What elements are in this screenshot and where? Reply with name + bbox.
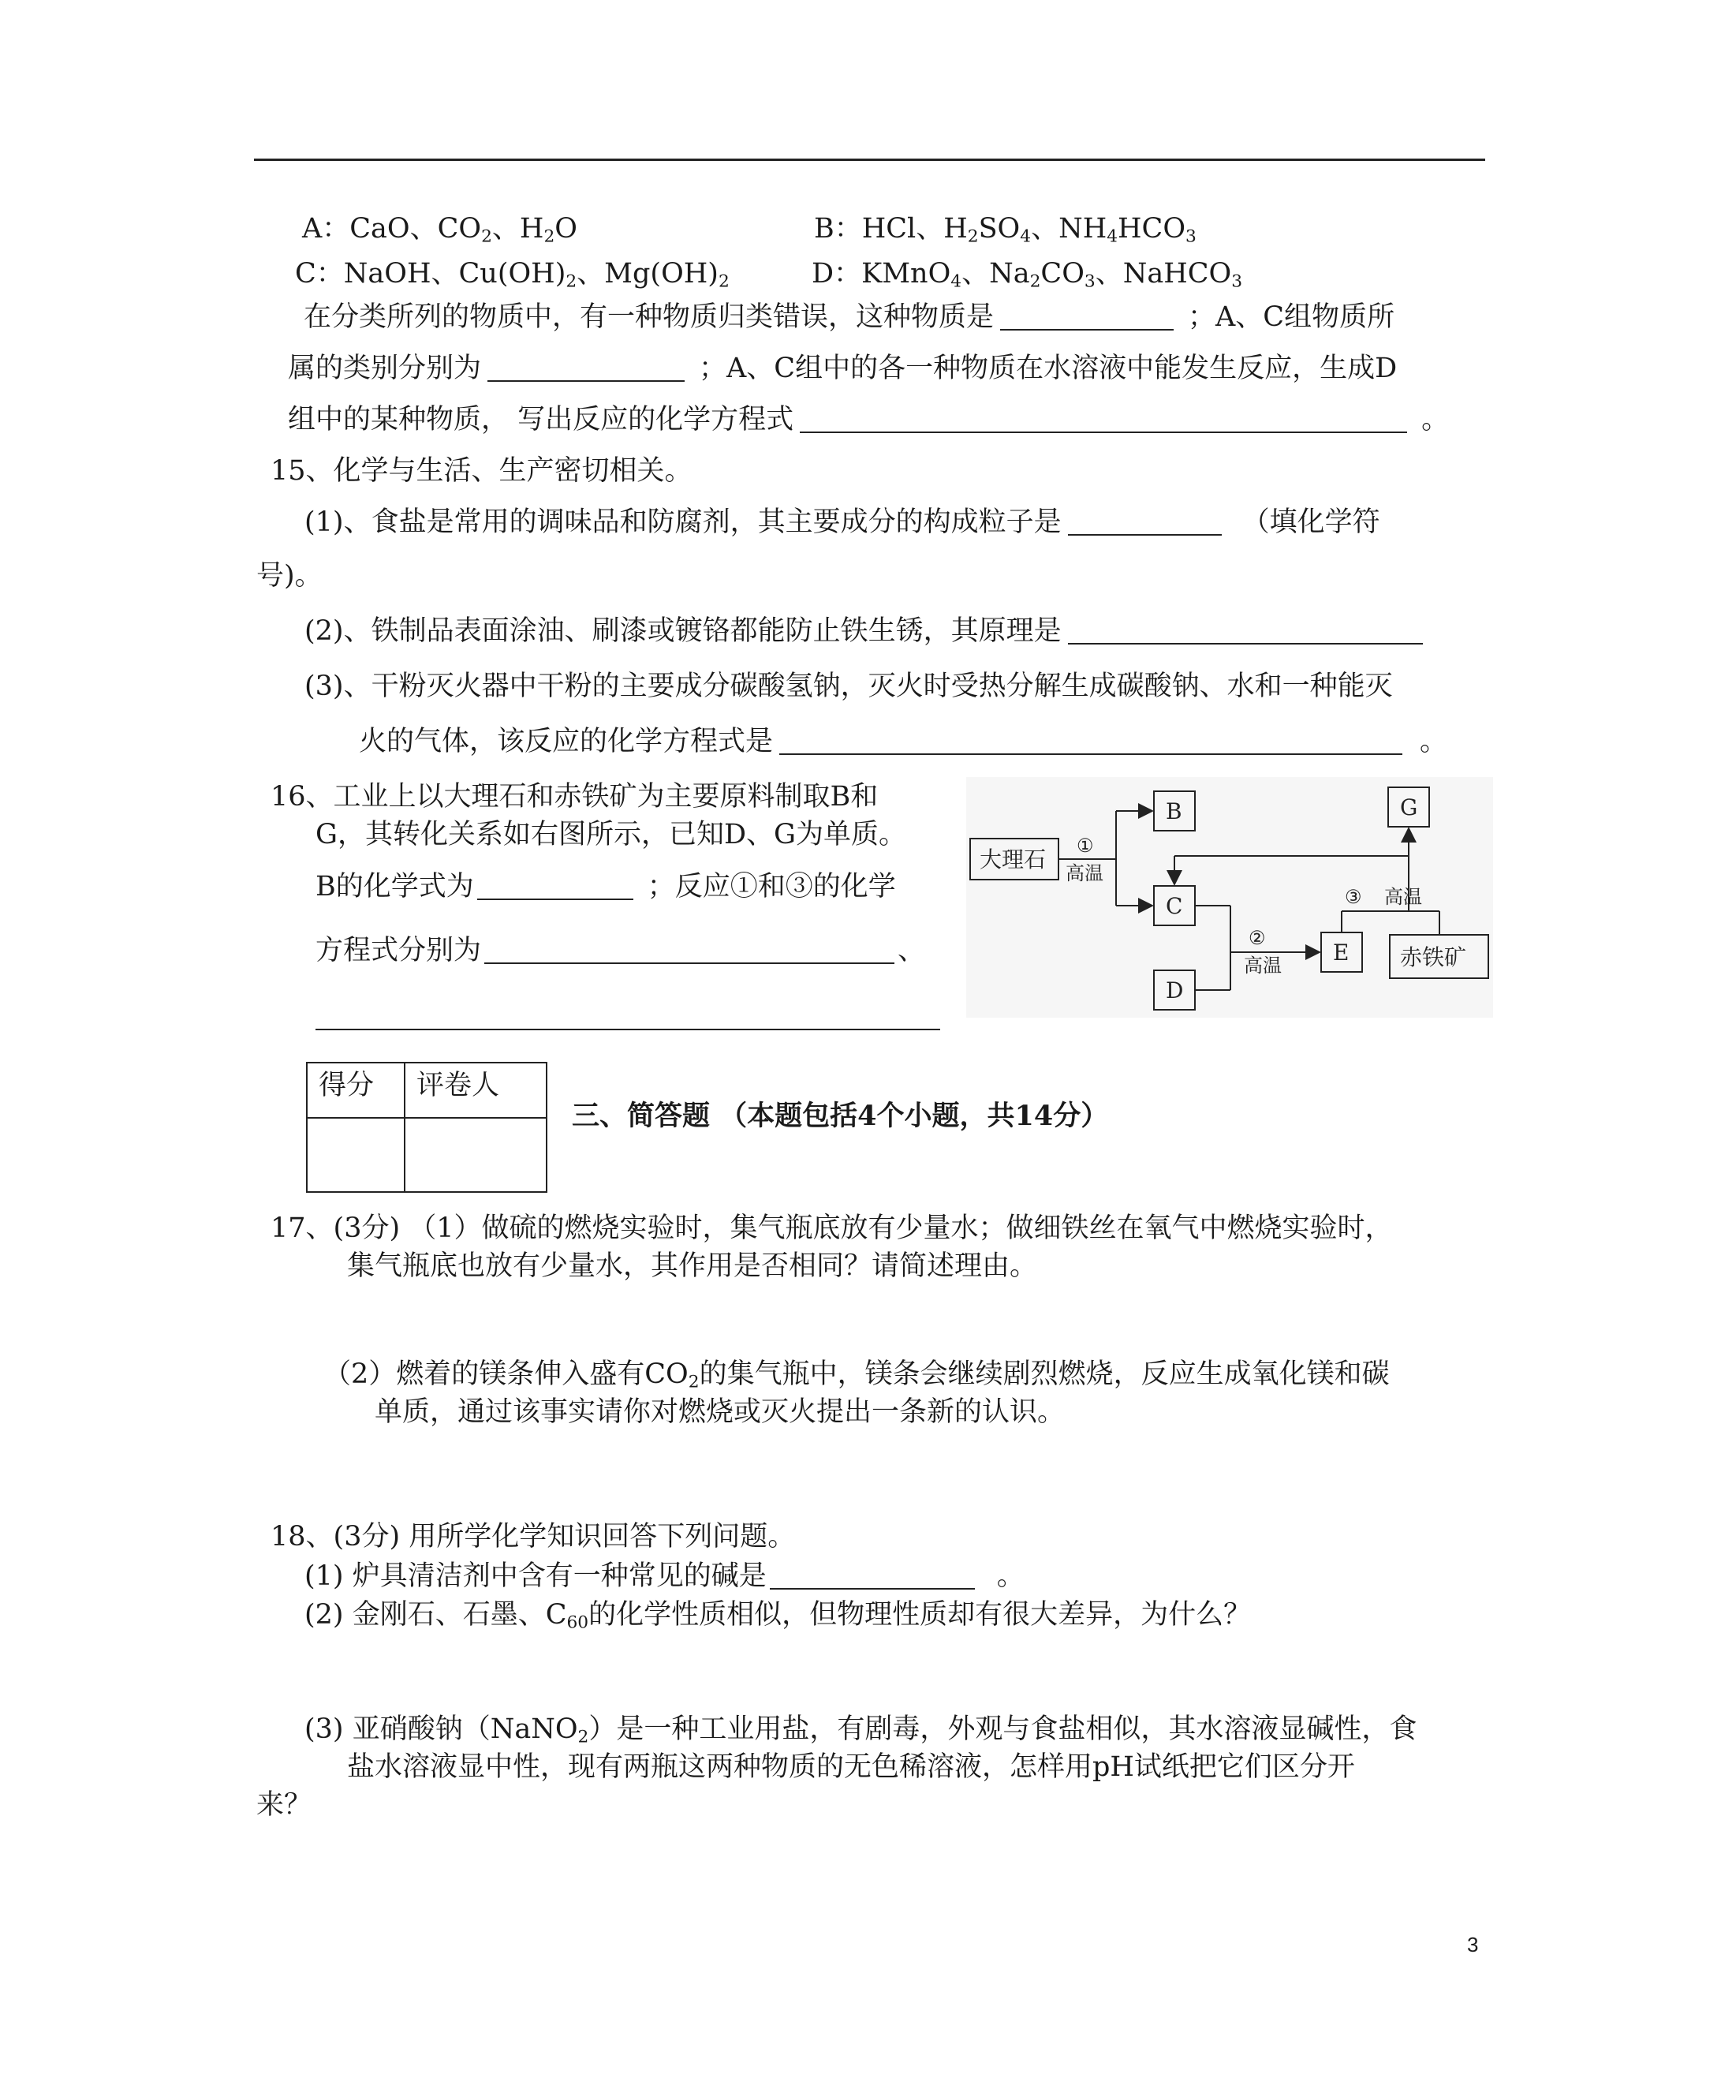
q17-line2: 集气瓶底也放有少量水，其作用是否相同？请简述理由。 [347,1250,1038,1282]
formula-d: KMnO$_4$、$Na_2CO_3$、NaHCO$_3$ [861,258,1243,292]
label-c: C [1166,893,1183,919]
section-title: 三、简答题 （本题包括4个小题，共14分） [572,1100,1109,1132]
score-cell[interactable] [307,1118,405,1192]
q14-line1: 在分类所列的物质中，有一种物质归类错误，这种物质是 ；A、C组物质所 [304,301,1395,333]
conversion-diagram [966,777,1493,1018]
label-b: B [1166,798,1182,824]
label-marble: 大理石 [980,846,1047,873]
q16-line3: B的化学式为 ；反应①和③的化学 [315,871,896,902]
q14-line3: 组中的某种物质， 写出反应的化学方程式 。 [288,404,1450,435]
option-b: B：HCl、$H_2SO_4$、$NH_4HCO_3$ [814,213,1197,247]
condition-1: 高温 [1066,862,1103,884]
answer-blank[interactable] [477,870,633,900]
formula-a: CaO、$CO_2$、$H_2O$ [349,213,577,247]
option-d: D：KMnO$_4$、$Na_2CO_3$、NaHCO$_3$ [812,258,1243,292]
answer-blank[interactable] [1000,301,1174,331]
option-a: A：CaO、$CO_2$、$H_2O$ [302,213,577,247]
formula-c: NaOH、$Cu(OH)_2$、$Mg(OH)_2$ [343,258,730,292]
q18-part3-cont: 盐水溶液显中性，现有两瓶这两种物质的无色稀溶液，怎样用pH试纸把它们区分开 [347,1751,1355,1783]
answer-blank[interactable] [779,725,1402,755]
answer-blank[interactable] [1068,615,1423,645]
answer-blank[interactable] [770,1560,975,1590]
q18-part2: (2) 金刚石、石墨、$C_{60}$的化学性质相似，但物理性质却有很大差异，为什么？ [304,1599,1252,1633]
option-c: C：NaOH、$Cu(OH)_2$、$Mg(OH)_2$ [295,258,730,292]
q16-line2: G，其转化关系如右图所示，已知D、G为单质。 [315,819,906,850]
q15-part3: (3)、干粉灭火器中干粉的主要成分碳酸氢钠，灭火时受热分解生成碳酸钠、水和一种能灭 [304,671,1393,702]
diagram-svg [966,777,1493,1018]
label-e: E [1333,940,1350,966]
condition-3: 高温 [1384,886,1422,908]
formula-b: HCl、$H_2SO_4$、$NH_4HCO_3$ [861,213,1197,247]
q18-title: 18、(3分) 用所学化学知识回答下列问题。 [271,1521,796,1553]
q15-part2: (2)、铁制品表面涂油、刷漆或镀铬都能防止铁生锈，其原理是 [304,614,1423,648]
answer-blank[interactable] [487,352,685,382]
reaction-2: ② [1249,927,1266,949]
answer-blank[interactable] [484,934,894,964]
q15-part1: (1)、食盐是常用的调味品和防腐剂，其主要成分的构成粒子是 （填化学符 [304,506,1380,538]
q15-part3-cont: 火的气体，该反应的化学方程式是 。 [359,726,1448,757]
q18-part3: (3) 亚硝酸钠（NaNO$_2$）是一种工业用盐，有剧毒，外观与食盐相似，其水溶液显碱性，食 [304,1713,1417,1747]
reaction-3: ③ [1345,886,1362,908]
q15-title: 15、化学与生活、生产密切相关。 [271,455,693,487]
q18-part1: (1) 炉具清洁剂中含有一种常见的碱是 。 [304,1560,1025,1592]
answer-blank[interactable] [800,403,1407,433]
q16-line4: 方程式分别为 、 [315,935,926,966]
q17-part2-cont: 单质，通过该事实请你对燃烧或灭火提出一条新的认识。 [375,1396,1066,1428]
score-header: 得分 [307,1063,405,1118]
label-hematite: 赤铁矿 [1400,944,1467,970]
q17-line1: 17、(3分) （1）做硫的燃烧实验时，集气瓶底放有少量水；做细铁丝在氧气中燃烧实验时， [271,1213,1393,1244]
q17-part2: （2）燃着的镁条伸入盛有$CO_2$的集气瓶中，镁条会继续剧烈燃烧，反应生成氧化镁和碳 [323,1358,1390,1392]
q16-line1: 16、工业上以大理石和赤铁矿为主要原料制取B和 [271,781,879,813]
score-table [306,1062,547,1193]
label-g: G [1400,794,1418,820]
answer-blank[interactable] [315,1002,940,1030]
q14-line2: 属的类别分别为 ；A、C组中的各一种物质在水溶液中能发生反应，生成D [288,353,1398,384]
grader-cell[interactable] [405,1118,547,1192]
grader-header: 评卷人 [405,1063,547,1118]
reaction-1: ① [1077,835,1094,857]
label-d: D [1166,977,1184,1003]
q18-part3-end: 来？ [256,1789,312,1821]
condition-2: 高温 [1244,955,1282,977]
header-rule [254,159,1485,161]
page-number: 3 [1467,1933,1479,1956]
answer-blank[interactable] [1068,506,1222,536]
q15-part1-cont: 号)。 [256,560,323,592]
